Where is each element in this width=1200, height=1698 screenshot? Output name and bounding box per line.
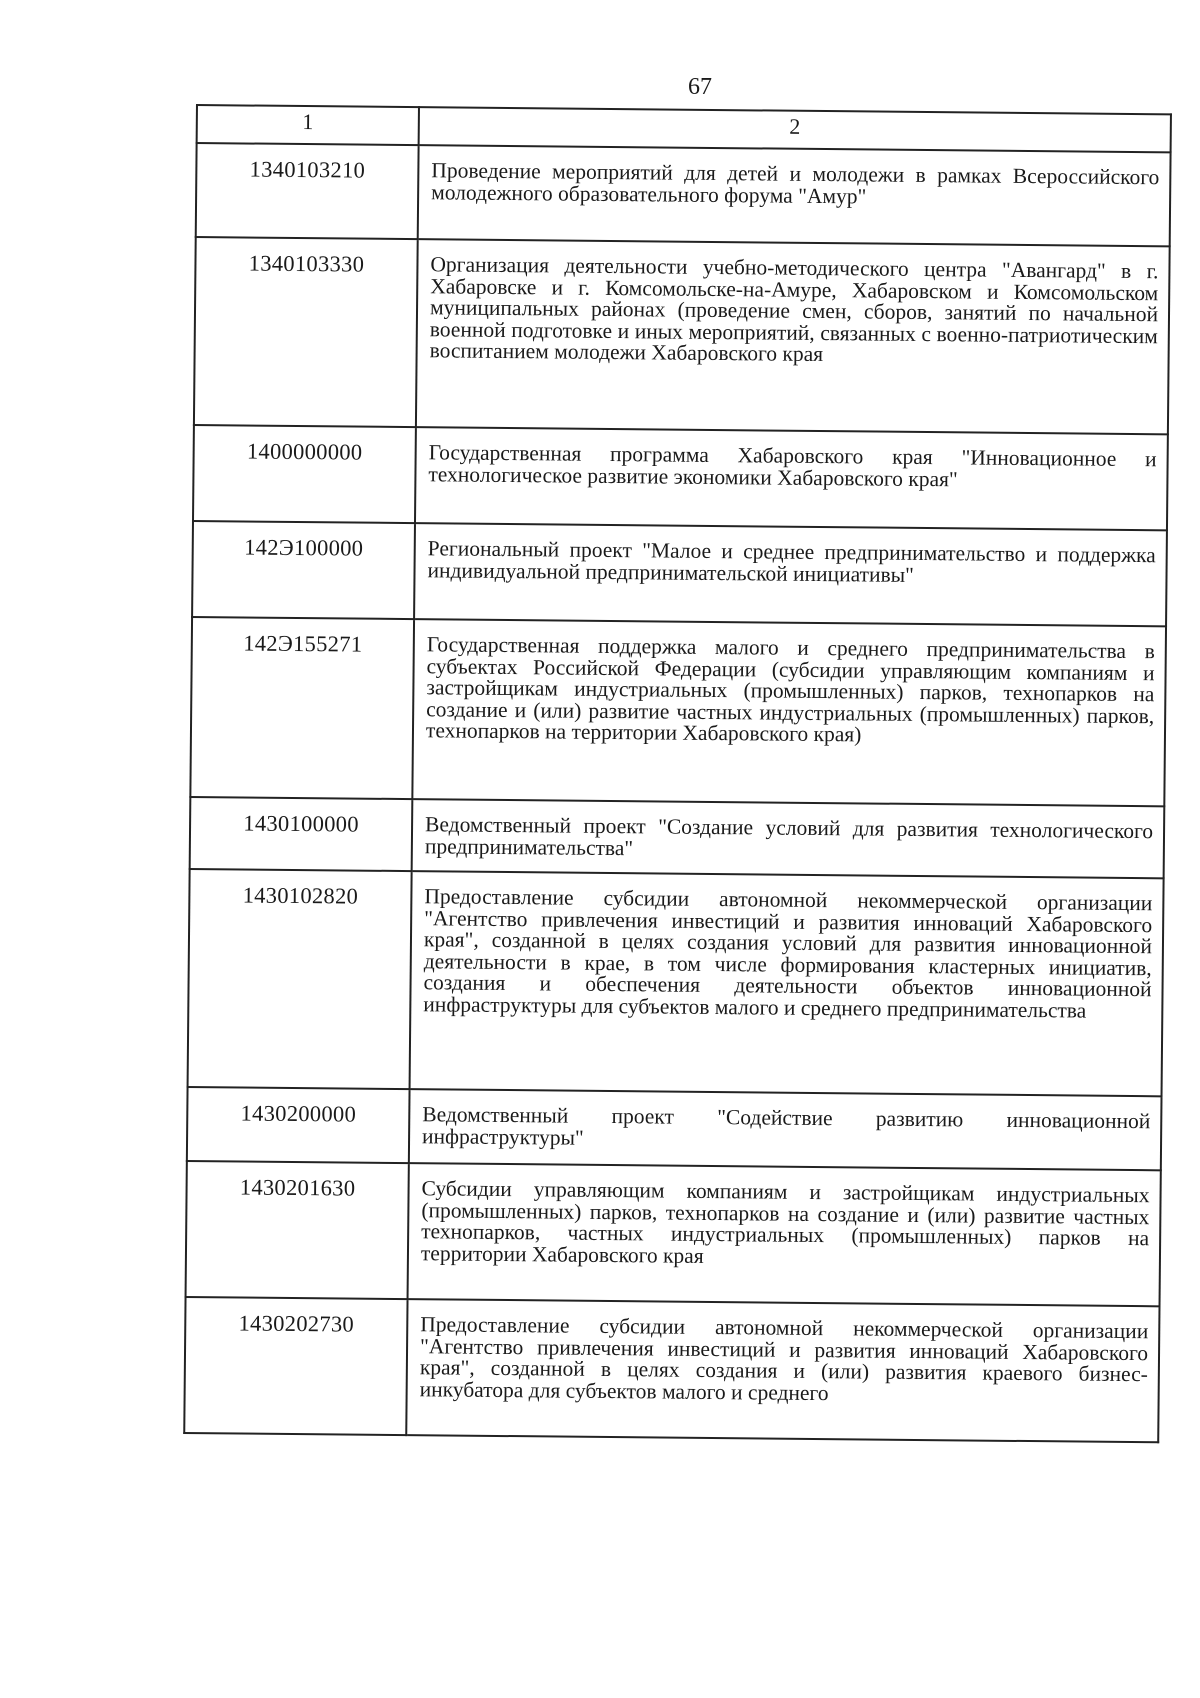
column-header-description: 2 (419, 107, 1171, 152)
table-row (193, 425, 1168, 530)
row-description: Предоставление субсидии автономной некоммерческой организации "Агентство привлечения инвестиций и развития инноваций Хабаровского края", созданной в целях создания и (или) развития краевого бизнес-инкубатора для субъектов малого и среднего (406, 1299, 1159, 1442)
page-number: 67 (688, 74, 712, 100)
table-row (192, 521, 1167, 626)
table-row (190, 797, 1165, 878)
table-row (184, 1297, 1159, 1442)
row-code: 1430100000 (190, 797, 413, 871)
table-row (186, 1161, 1161, 1306)
row-description: Региональный проект "Малое и среднее предпринимательство и поддержка индивидуальной предпринимательской инициативы" (414, 523, 1167, 626)
row-description: Государственная программа Хабаровского края "Инновационное и технологическое развитие экономики Хабаровского края" (415, 427, 1168, 530)
row-description: Государственная поддержка малого и среднего предпринимательства в субъектах Российской Федерации (субсидии управляющим компаниям и застройщикам индустриальных (промышленных) парков, технопарков на создание и (или) развитие частных индустриальных (промышленных) парков, технопарков на территории Хабаровского края) (412, 619, 1166, 806)
row-code: 1430200000 (187, 1087, 410, 1163)
row-description: Ведомственный проект "Содействие развитию инновационной инфраструктуры" (409, 1089, 1162, 1170)
table-row (194, 237, 1170, 434)
row-description: Организация деятельности учебно-методического центра "Авангард" в г. Хабаровске и г. Комсомольске-на-Амуре, Хабаровском и Комсомольском муниципальных районах (проведение смен, сборов, занятий по начальной военной подготовке и иных мероприятий, связанных с военно-патриотическим воспитанием молодежи Хабаровского края (416, 239, 1170, 434)
row-code: 1340103330 (194, 237, 418, 427)
table-row (187, 1087, 1162, 1170)
table-row (196, 143, 1171, 246)
row-description: Проведение мероприятий для детей и молодежи в рамках Всероссийского молодежного образовательного форума "Амур" (418, 145, 1171, 246)
table-row (188, 869, 1164, 1096)
row-code: 1340103210 (196, 143, 419, 239)
row-code: 1400000000 (193, 425, 416, 523)
row-code: 1430202730 (184, 1297, 407, 1435)
row-description: Субсидии управляющим компаниям и застройщикам индустриальных (промышленных) парков, технопарков на создание и (или) развитие частных технопарков, частных индустриальных (промышленных) парков на территории Хабаровского края (408, 1163, 1161, 1306)
column-header-code: 1 (197, 105, 419, 145)
row-code: 142Э100000 (192, 521, 415, 619)
row-code: 1430102820 (188, 869, 412, 1089)
row-code: 142Э155271 (190, 617, 414, 799)
row-description: Предоставление субсидии автономной некоммерческой организации "Агентство привлечения инвестиций и развития инноваций Хабаровского края", созданной в целях создания условий для развития инновационной деятельности в крае, в том числе формирования кластерных инициатив, создания и обеспечения деятельности объектов инновационной инфраструктуры для субъектов малого и среднего предпринимательства (410, 871, 1164, 1096)
table-row (190, 617, 1166, 806)
classification-table (183, 104, 1172, 1443)
classification-table-wrapper (183, 104, 1170, 1443)
row-description: Ведомственный проект "Создание условий для развития технологического предпринимательства" (412, 799, 1165, 878)
row-code: 1430201630 (186, 1161, 409, 1299)
